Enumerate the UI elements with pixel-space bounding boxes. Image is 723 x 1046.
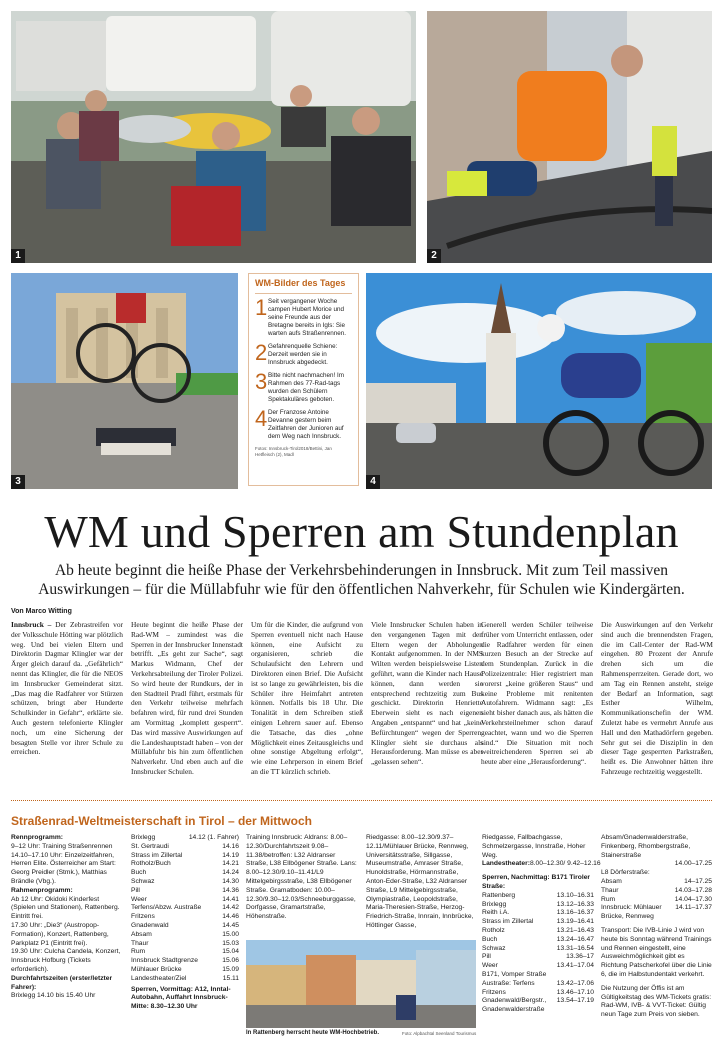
info-item: 4 Der Franzose Antoine Devanne gestern beim Zeitfahren der Junioren auf dem Weg nach Innsbruck.	[255, 406, 344, 440]
article-column: Heute beginnt die heiße Phase der Rad-WM – zumindest was die Sperren in der Innsbrucker Innenstadt betrifft. „Es geht zur Sache“, sagt Markus Widmann, Chef der Verkehrsabteilung der Tiroler Polizei. So wird heute der Rundkurs, der in den Stadtteil Pradl führt, erstmals für den Verkehr teilweise mehrfach befahren wird, für rund drei Stunden am Vormittag „komplett gesperrt“. Das wird massive Auswirkungen auf die Landeshauptstadt haben – von der Müllabfuhr bis hin zum öffentlichen Nahverkehr. Und eben auch auf die Innsbrucker Schulen.	[131, 620, 243, 776]
photo-rattenberg	[246, 940, 476, 1028]
photo-camping-fans	[11, 11, 416, 263]
schedule-col-program: Rennprogramm: 9–12 Uhr: Training Straßenrennen 14.10–17.10 Uhr: Einzelzeitfahren, Herren Elite. Österreicher am Start: Georg Preidler (Stmk.), Matthias Brändle (Vbg.). Rahmenprogramm: Ab 12 Uhr: Okidoki Kinderfest (Spielen und Stationen), Rattenberg. Eintritt frei. 17.30 Uhr: „Die3“ (Austropop-Formation), Konzert, Rattenberg, Parkplatz P1 (Eintritt frei). 19.30 Uhr: Culcha Candela, Konzert, Innsbruck Hofburg (Tickets erforderlich). Durchfahrtszeiten (erster/letzter Fahrer): Brixlegg 14.10 bis 15.40 Uhr	[11, 834, 121, 1000]
article-column: Viele Innsbrucker Schulen haben in den vergangenen Tagen mit den Eltern wegen der Abholungen Kontakt aufgenommen. In der NMS Wilten werden beispielsweise Listen geführt, wann die Kinder nach Hause können, dann werden sie entsprechend rechtzeitig zum Bus geschickt. Direktorin Henriette Eberwein sieht es nach eigenen Angaben „entspannt“ und hat „keine Befürchtungen“ wegen der Sperren. Klingler sieht sie durchaus als Herausforderung. Man müsse es aber „gelassen sehen“.	[371, 620, 483, 767]
divider	[11, 800, 712, 801]
photo-time-trial-rider	[366, 273, 712, 489]
article-column: Generell werden Schüler teilweise früher vom Unterricht entlassen, oder die Radfahrer werden für einen kurzen Besuch an der Strecke auf dem Stundenplan. Zurück in die Polizeizentrale: Hier registriert man vorerst „keine größeren Staus“ und keine Probleme mit renitenten Autofahrern. Widmann sagt: „Es sieht bisher danach aus, als hätten die Verkehrsteilnehmer schon darauf geachtet, wann und wo die Sperren sind.“ Die Situation mit noch weitreichenderen Sperren sei ab heute aber eine „Herausforderung“.	[481, 620, 593, 767]
subheadline: Ab heute beginnt die heiße Phase der Verkehrsbehinderungen in Innsbruck. Mit zum Teil massiven Auswirkungen – für die Müllabfuhr wie für den öffentlichen Nahverkehr, für Schulen wie Kindergärten.	[38, 562, 685, 598]
info-item: 1 Seit vergangener Woche campen Hubert Morice und seine Freunde aus der Bretagne bereits in Igls: Sie warten aufs Straßenrennen.	[255, 295, 347, 337]
schedule-title: Straßenrad-Weltmeisterschaft in Tirol – der Mittwoch	[11, 814, 312, 828]
dateline: Innsbruck –	[11, 620, 52, 629]
photo-number: 2	[427, 249, 441, 263]
info-item: 2 Gefahrenquelle Schiene: Derzeit werden sie in Innsbruck abgedeckt.	[255, 340, 338, 366]
photo-number: 3	[11, 475, 25, 489]
photo-bike-stunt	[11, 273, 238, 489]
photo-credit: Foto: Alpbachtal Seenland Tourismus	[402, 1031, 477, 1036]
schedule-col-training: Training Innsbruck: Aldrans: 8.00–12.30/Durchfahrtszeit 9.08–11.38/betroffen: L32 Aldranser Straße, L38 Ellbögener Straße. Lans: 8.00–12.30/9.10–11.41/L9 Mittelgebirgsstraße, L38 Ellbögener Straße. Gramatboden: 10.00–12.30/9.30–12.03/Schneeburggasse, Dorfgasse, Gramartstraße, Höhenstraße.	[246, 834, 357, 921]
info-box-title: WM-Bilder des Tages	[255, 278, 352, 294]
photo-credit: Fotos: Innsbruck-Tirol2018/Bettini, Jan Hetfleisch (2), Madl	[255, 446, 332, 457]
article-column: Um für die Kinder, die aufgrund von Sperren eventuell nicht nach Hause können, eine Aufsicht zu organisieren, schrieb die Schulaufsicht den Lehrern und Direktoren einen Brief. Die Aufsicht ist so lange zu gewährleisten, bis die Schüler ihre Heimfahrt antreten können. Notfalls bis 18 Uhr. Die Tonalität in dem Schreiben stieß einigen Lehrern sauer auf. Ebenso die Tatsache, das dies „ohne Möglichkeit eines Zeitausgleichs und ohne sonstige Abgeltung erfolgt“, wie eine Lehrperson in einem Brief an die TT kürzlich schrieb.	[251, 620, 363, 776]
photo-rail-cover	[427, 11, 712, 263]
schedule-col-passage-times: Brixlegg 14.12 (1. Fahrer) St. Gertraudi 14.16 Strass im Zillertal 14.19 Rotholz/Buch 14.21 Buch 14.24 Schwaz 14.30 Pill 14.36 Weer 14.41 Terfens/Abzw. Austraße 14.42 Fritzens 14.46 Gnadenwald 14.45 Absam 15.00 Thaur 15.03 Rum 15.04 Innsbruck Stadtgrenze 15.06 Mühlauer Brücke 15.09 Landestheater/Ziel 15.11 Sperren, Vormittag: A12, Inntal-Autobahn, Auffahrt Innsbruck-Mitte: 8.30–12.30 Uhr	[131, 834, 239, 1011]
byline: Von Marco Witting	[11, 608, 72, 615]
photo-caption: In Rattenberg herrscht heute WM-Hochbetrieb.	[246, 1030, 380, 1036]
photo-number: 4	[366, 475, 380, 489]
schedule-col-afternoon: Riedgasse, Fallbachgasse, Schmelzergasse, Innstraße, Hoher Weg. Landestheater: 8.00–12.30/ 9.42–12.16 Sperren, Nachmittag: B171 Tiroler Straße: Rattenberg 13.10–16.31 Brixlegg 13.12–16.33 Reith i.A. 13.16–16.37 Strass im Zillertal 13.19–16.41 Rotholz 13.21–16.43 Buch 13.24–16.47 Schwaz 13.31–16.54 Pill 13.36–17 Weer 13.41–17.04 B171, Vomper Straße Austraße: Terfens 13.42–17.06 Fritzens 13.46–17.10 Gnadenwald/Bergstr., Gnadenwalderstraße 13.54–17.19	[482, 834, 601, 1014]
photo-number: 1	[11, 249, 25, 263]
article-column: Innsbruck – Der Zebrastreifen vor der Volksschule Hötting war plötzlich weg. Und bei vielen Eltern und Direktorin Dagmar Klingler war der Ärger gleich darauf da. „Gefährlich“ nennt das Klingler, die für die NEOS im Innsbrucker Gemeinderat sitzt. „Das mag die Radfahrer vor Stürzen schützen, bringt aber Hunderte Schulkinder in Gefahr“, erklärte sie. Auch gestern telefonierte Klingler noch, um eine Sicherung der besagten Stelle vor ihrer Schule zu erreichen.	[11, 620, 123, 757]
schedule-col-closures: Riedgasse: 8.00–12.30/9.37–12.11/Mühlauer Brücke, Rennweg, Universitätsstraße, Sillgasse, Museumstraße, Amraser Straße, Hunoldstraße, Hörmannstraße, Anton-Eder-Straße, L32 Aldranser Straße, L9 Mittelgebirgsstraße, Olympiastraße, Leopoldstraße, Maria-Theresien-Straße, Herzog-Friedrich-Straße, Innrain, Innbrücke, Höttinger Gasse,	[366, 834, 474, 929]
info-box	[248, 273, 359, 486]
headline: WM und Sperren am Stundenplan	[44, 506, 679, 557]
schedule-col-transport: Absam/Gnadenwalderstraße, Finkenberg, Rhombergstraße, Stainerstraße 14.00–17.25 L8 Dörferstraße: Absam 14–17.25 Thaur 14.03–17.28 Rum 14.04–17.30 Innsbruck: Mühlauer Brücke, Rennweg 14.11–17.37 Transport: Die IVB-Linie J wird von heute bis Sonntag während Trainings und Rennen eingestellt, eine Ausweichmöglichkeit gibt es Richtung Patscherkofel über die Linie 6, die im Halbstundentakt verkehrt. Die Nutzung der Öffis ist am Gültigkeitstag des WM-Tickets gratis: Rad-WM, IVB- & VVT-Ticket: Gültig neun Tage zum Preis von sieben.	[601, 834, 712, 1019]
info-item: 3 Bitte nicht nachmachen! Im Rahmen des 77-Rad-tags wurden den Schülern Spektakuläres geboten.	[255, 369, 344, 403]
article-column: Die Auswirkungen auf den Verkehr sind auch die brennendsten Fragen, die im Call-Center der Rad-WM eingehen. 80 Prozent der Anrufe drehen sich um die Rahmensperrzeiten. Gerade dort, wo am Tag ein Rennen ansteht, steige der Bedarf an Information, sagt Esther Wilhelm, Kommunikationschefin der WM. Zuletzt habe es vermehrt Anrufe aus Hall und den Mathadörfern gegeben. Sehr gut sei die Disziplin in den dieser Tage gesperrten Parkstraßen, heißt es. Die Anwohner hätten ihre Fahrzeuge rechtzeitig weggestellt.	[601, 620, 713, 776]
